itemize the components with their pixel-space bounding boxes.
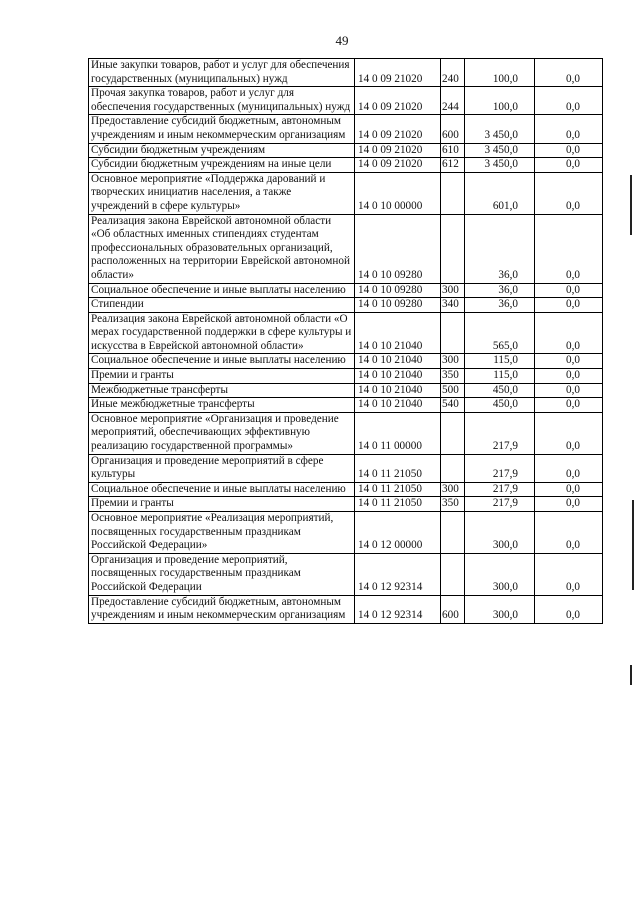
row-expense-type: 610 [441, 143, 465, 158]
row-expense-type: 350 [441, 369, 465, 384]
row-name: Реализация закона Еврейской автономной области «О мерах государственной поддержки в сфере культуры и искусства в Еврейской автономной области» [89, 312, 355, 354]
row-target-code: 14 0 10 21040 [355, 383, 441, 398]
row-expense-type [441, 412, 465, 454]
row-expense-type: 500 [441, 383, 465, 398]
scan-edge-mark [630, 665, 632, 685]
row-amount: 36,0 [465, 214, 535, 283]
row-amount-secondary: 0,0 [535, 87, 603, 115]
row-name: Организация и проведение мероприятий в сфере культуры [89, 454, 355, 482]
row-amount-secondary: 0,0 [535, 512, 603, 554]
row-target-code: 14 0 11 21050 [355, 454, 441, 482]
row-expense-type: 244 [441, 87, 465, 115]
table-row [89, 553, 603, 595]
table-row [89, 115, 603, 143]
table-row [89, 214, 603, 283]
row-expense-type [441, 214, 465, 283]
row-name: Предоставление субсидий бюджетным, автономным учреждениям и иным некоммерческим организациям [89, 595, 355, 623]
row-amount: 3 450,0 [465, 158, 535, 173]
row-expense-type: 300 [441, 482, 465, 497]
row-amount: 100,0 [465, 87, 535, 115]
row-name: Субсидии бюджетным учреждениям на иные цели [89, 158, 355, 173]
row-amount-secondary: 0,0 [535, 298, 603, 313]
table-row [89, 172, 603, 214]
row-expense-type: 300 [441, 283, 465, 298]
table-row [89, 497, 603, 512]
row-amount-secondary: 0,0 [535, 143, 603, 158]
table-row [89, 354, 603, 369]
row-expense-type [441, 553, 465, 595]
row-amount: 565,0 [465, 312, 535, 354]
row-target-code: 14 0 09 21020 [355, 158, 441, 173]
row-amount: 300,0 [465, 595, 535, 623]
row-target-code: 14 0 11 21050 [355, 497, 441, 512]
row-amount: 217,9 [465, 497, 535, 512]
row-name: Социальное обеспечение и иные выплаты населению [89, 482, 355, 497]
row-amount: 217,9 [465, 454, 535, 482]
row-expense-type [441, 512, 465, 554]
row-amount-secondary: 0,0 [535, 454, 603, 482]
row-target-code: 14 0 11 21050 [355, 482, 441, 497]
row-target-code: 14 0 10 21040 [355, 369, 441, 384]
row-amount-secondary: 0,0 [535, 553, 603, 595]
table-row [89, 595, 603, 623]
row-amount-secondary: 0,0 [535, 369, 603, 384]
row-name: Основное мероприятие «Поддержка дарований и творческих инициатив населения, а также учреждений в сфере культуры» [89, 172, 355, 214]
row-name: Межбюджетные трансферты [89, 383, 355, 398]
row-expense-type: 600 [441, 595, 465, 623]
table-row [89, 482, 603, 497]
row-target-code: 14 0 10 21040 [355, 398, 441, 413]
table-row [89, 398, 603, 413]
row-expense-type: 612 [441, 158, 465, 173]
row-amount: 36,0 [465, 283, 535, 298]
row-amount-secondary: 0,0 [535, 482, 603, 497]
table-row [89, 369, 603, 384]
row-expense-type: 350 [441, 497, 465, 512]
row-target-code: 14 0 09 21020 [355, 115, 441, 143]
row-amount: 100,0 [465, 59, 535, 87]
row-amount-secondary: 0,0 [535, 497, 603, 512]
row-name: Стипендии [89, 298, 355, 313]
row-name: Социальное обеспечение и иные выплаты населению [89, 283, 355, 298]
table-row [89, 298, 603, 313]
row-expense-type: 540 [441, 398, 465, 413]
row-amount-secondary: 0,0 [535, 595, 603, 623]
table-row [89, 412, 603, 454]
table-row [89, 454, 603, 482]
row-name: Организация и проведение мероприятий, посвященных государственным праздникам Российской Федерации [89, 553, 355, 595]
row-target-code: 14 0 10 09280 [355, 298, 441, 313]
row-amount: 217,9 [465, 412, 535, 454]
table-row [89, 143, 603, 158]
row-amount: 217,9 [465, 482, 535, 497]
row-amount-secondary: 0,0 [535, 214, 603, 283]
row-name: Иные закупки товаров, работ и услуг для обеспечения государственных (муниципальных) нужд [89, 59, 355, 87]
table-row [89, 512, 603, 554]
row-amount: 450,0 [465, 383, 535, 398]
row-name: Реализация закона Еврейской автономной области «Об областных именных стипендиях студентам профессиональных образовательных организаций, расположенных на территории Еврейской автономной области» [89, 214, 355, 283]
row-name: Премии и гранты [89, 369, 355, 384]
row-name: Иные межбюджетные трансферты [89, 398, 355, 413]
page-number: 49 [335, 33, 349, 48]
row-target-code: 14 0 10 09280 [355, 214, 441, 283]
row-amount-secondary: 0,0 [535, 398, 603, 413]
row-expense-type: 240 [441, 59, 465, 87]
row-expense-type: 340 [441, 298, 465, 313]
row-expense-type: 600 [441, 115, 465, 143]
row-target-code: 14 0 10 09280 [355, 283, 441, 298]
table-row [89, 312, 603, 354]
row-target-code: 14 0 12 92314 [355, 595, 441, 623]
row-name: Субсидии бюджетным учреждениям [89, 143, 355, 158]
table-row [89, 59, 603, 87]
row-target-code: 14 0 10 00000 [355, 172, 441, 214]
row-amount: 601,0 [465, 172, 535, 214]
row-amount-secondary: 0,0 [535, 115, 603, 143]
row-target-code: 14 0 12 92314 [355, 553, 441, 595]
row-amount: 115,0 [465, 354, 535, 369]
row-amount: 300,0 [465, 512, 535, 554]
row-name: Основное мероприятие «Реализация мероприятий, посвященных государственным праздникам Российской Федерации» [89, 512, 355, 554]
row-target-code: 14 0 09 21020 [355, 59, 441, 87]
row-target-code: 14 0 11 00000 [355, 412, 441, 454]
budget-table-body [89, 59, 603, 624]
row-expense-type [441, 312, 465, 354]
table-row [89, 87, 603, 115]
row-amount-secondary: 0,0 [535, 412, 603, 454]
row-amount-secondary: 0,0 [535, 312, 603, 354]
row-amount: 115,0 [465, 369, 535, 384]
row-amount-secondary: 0,0 [535, 172, 603, 214]
row-amount-secondary: 0,0 [535, 354, 603, 369]
row-amount: 3 450,0 [465, 143, 535, 158]
row-name: Предоставление субсидий бюджетным, автономным учреждениям и иным некоммерческим организациям [89, 115, 355, 143]
row-amount-secondary: 0,0 [535, 383, 603, 398]
row-target-code: 14 0 10 21040 [355, 354, 441, 369]
row-target-code: 14 0 09 21020 [355, 87, 441, 115]
row-name: Прочая закупка товаров, работ и услуг для обеспечения государственных (муниципальных) нужд [89, 87, 355, 115]
row-expense-type: 300 [441, 354, 465, 369]
row-expense-type [441, 454, 465, 482]
row-name: Премии и гранты [89, 497, 355, 512]
table-row [89, 283, 603, 298]
row-target-code: 14 0 10 21040 [355, 312, 441, 354]
row-target-code: 14 0 09 21020 [355, 143, 441, 158]
row-amount-secondary: 0,0 [535, 59, 603, 87]
row-amount: 36,0 [465, 298, 535, 313]
budget-table [88, 58, 603, 624]
table-row [89, 158, 603, 173]
row-amount: 300,0 [465, 553, 535, 595]
row-target-code: 14 0 12 00000 [355, 512, 441, 554]
row-amount-secondary: 0,0 [535, 158, 603, 173]
row-expense-type [441, 172, 465, 214]
table-row [89, 383, 603, 398]
row-amount: 3 450,0 [465, 115, 535, 143]
row-amount: 450,0 [465, 398, 535, 413]
scan-edge-mark [632, 500, 634, 590]
row-amount-secondary: 0,0 [535, 283, 603, 298]
row-name: Основное мероприятие «Организация и проведение мероприятий, обеспечивающих эффективную реализацию государственной программы» [89, 412, 355, 454]
row-name: Социальное обеспечение и иные выплаты населению [89, 354, 355, 369]
scan-edge-mark [630, 175, 632, 235]
